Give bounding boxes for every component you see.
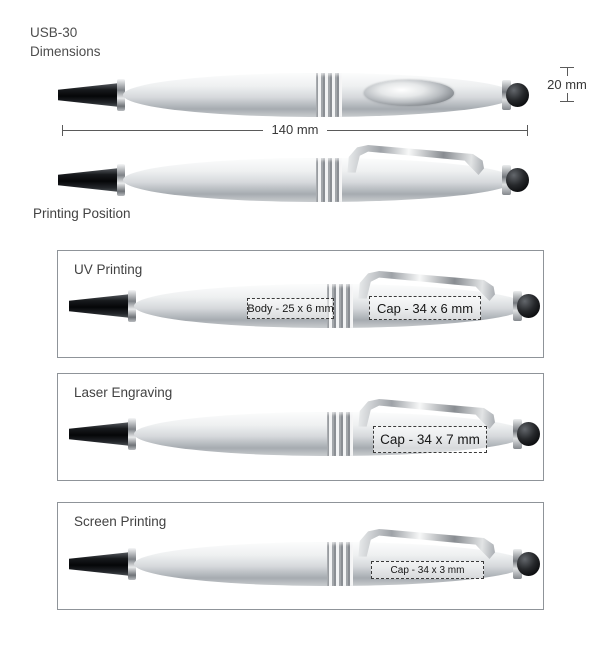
product-code: USB-30 [30,25,78,40]
dimension-line [63,130,263,131]
pen-center-band [327,412,353,456]
laser-cap-print-area: Cap - 34 x 7 mm [373,426,487,453]
height-dimension [541,67,593,125]
pen-photo-uv [67,278,539,334]
screen-cap-print-area: Cap - 34 x 3 mm [371,561,484,579]
pen-barrel [123,73,516,117]
pen-center-band [327,542,353,586]
pen-tip [69,552,131,576]
dimension-tick [527,125,528,136]
pen-stylus-tip [506,168,529,192]
uv-printing-panel [57,250,544,358]
pen-stylus-tip [506,83,529,107]
screen-printing-panel [57,502,544,610]
page-title [30,24,101,62]
pen-tip [69,422,131,446]
dimensions-heading: Dimensions [30,43,101,59]
length-dimension [62,122,528,138]
pen-stylus-tip [517,552,540,576]
pen-stylus-tip [517,422,540,446]
dimension-line [327,130,527,131]
pen-center-band [316,73,342,117]
pen-tip [58,83,120,107]
pen-photo-screen [67,536,539,592]
dimension-line [567,68,568,76]
dimension-tick [560,101,574,102]
length-dimension-label: 140 mm [271,121,319,137]
pen-barrel [123,158,516,202]
pen-stylus-tip [517,294,540,318]
height-dimension-label: 20 mm [547,77,587,92]
pen-photo-top-view [56,67,528,123]
pen-center-band [316,158,342,202]
uv-body-print-area: Body - 25 x 6 mm [247,298,334,319]
pen-photo-side-view [56,152,528,208]
pen-tip [58,168,120,192]
uv-printing-label: UV Printing [74,262,143,277]
laser-engraving-panel [57,373,544,481]
pen-photo-laser [67,406,539,462]
pen-clip-top-view [364,80,454,106]
pen-tip [69,294,131,318]
uv-cap-print-area: Cap - 34 x 6 mm [369,296,481,320]
screen-printing-label: Screen Printing [74,514,167,529]
laser-engraving-label: Laser Engraving [74,385,173,400]
printing-position-heading: Printing Position [33,206,131,221]
dimension-line [567,93,568,101]
